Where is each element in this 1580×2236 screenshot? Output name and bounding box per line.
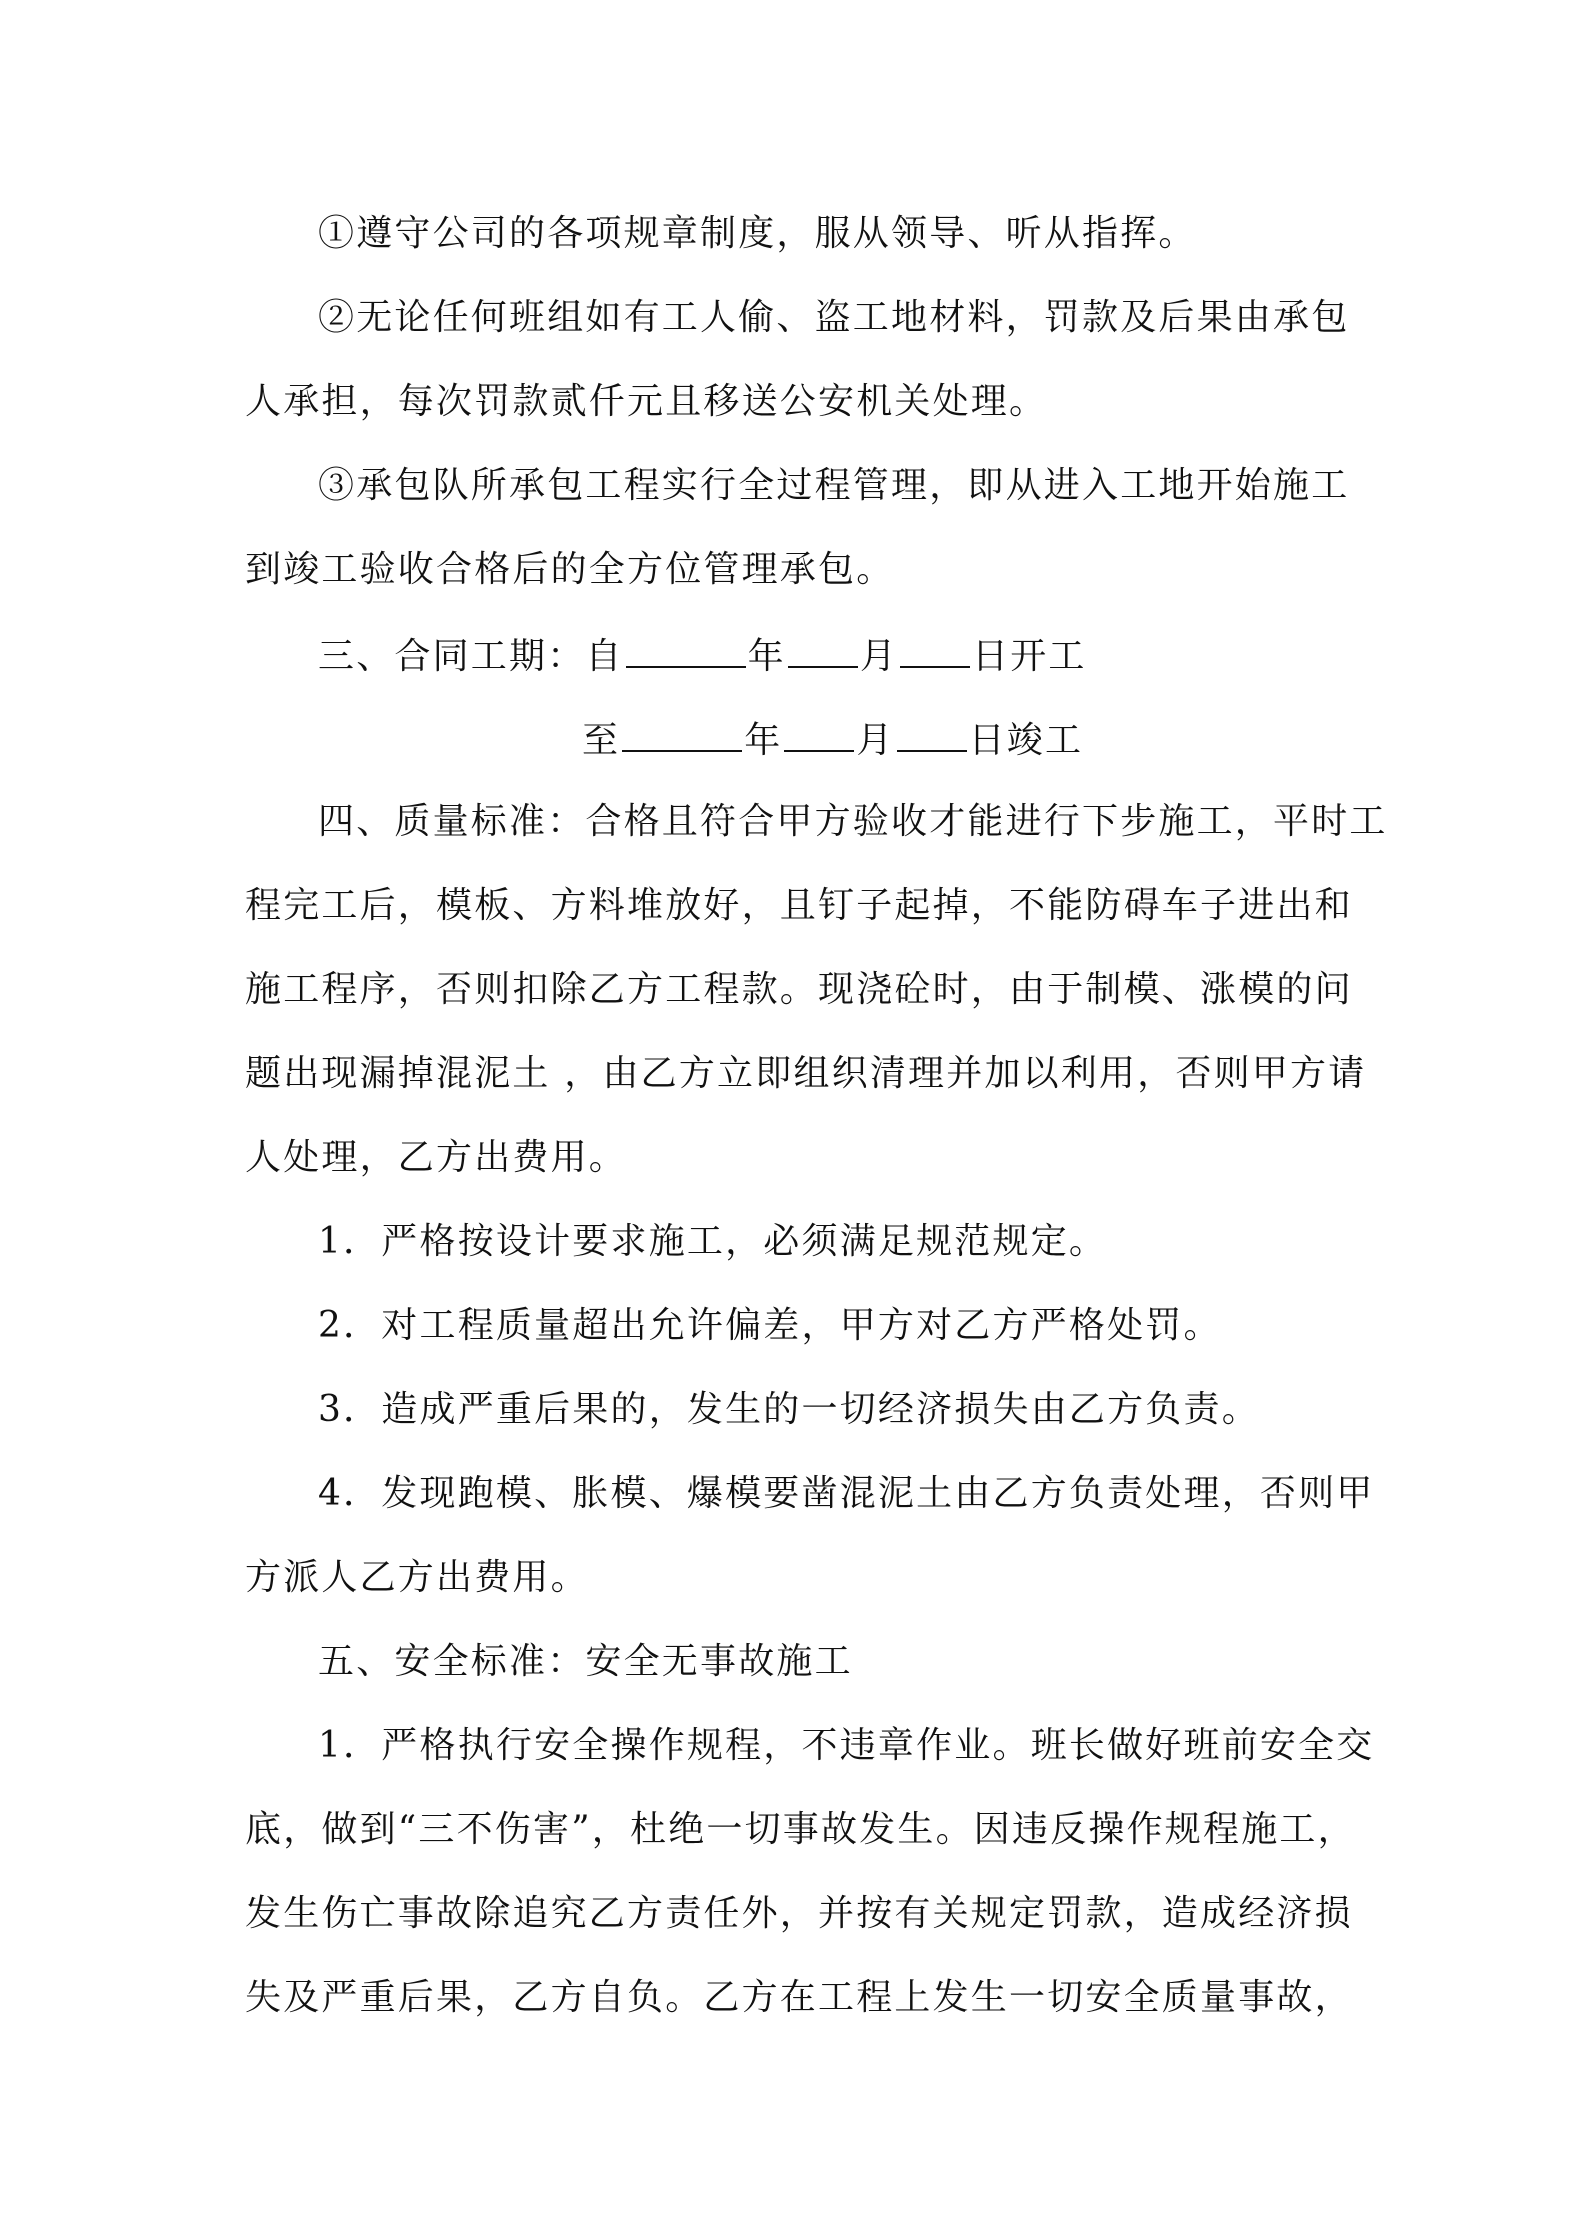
quality-standard-text: 人处理，乙方出费用。	[245, 1137, 628, 1178]
start-label: 日开工	[972, 636, 1087, 677]
month-blank	[784, 716, 854, 752]
safety-standard-heading: 五、安全标准：安全无事故施工	[318, 1641, 853, 1682]
safety-item-1-cont: 发生伤亡事故除追究乙方责任外，并按有关规定罚款，造成经济损	[245, 1893, 1353, 1934]
quality-standard-text: 题出现漏掉混泥土 ，由乙方立即组织清理并加以利用，否则甲方请	[245, 1053, 1367, 1094]
month-label: 月	[859, 636, 899, 677]
rule-2-cont: 人承担，每次罚款贰仟元且移送公安机关处理。	[245, 381, 1048, 422]
quality-item-3: 3．造成严重后果的，发生的一切经济损失由乙方负责。	[318, 1389, 1260, 1430]
year-blank	[626, 632, 746, 668]
quality-item-4: 4．发现跑模、胀模、爆模要凿混泥土由乙方负责处理，否则甲	[318, 1473, 1375, 1514]
quality-item-2: 2．对工程质量超出允许偏差，甲方对乙方严格处罚。	[318, 1305, 1222, 1346]
contract-period-start	[318, 632, 1087, 679]
rule-3-cont: 到竣工验收合格后的全方位管理承包。	[245, 549, 895, 590]
quality-item-4-cont: 方派人乙方出费用。	[245, 1557, 589, 1598]
year-label: 年	[747, 636, 786, 677]
end-label: 日竣工	[968, 720, 1084, 761]
rule-1: ①遵守公司的各项规章制度，服从领导、听从指挥。	[318, 213, 1197, 254]
safety-item-1-cont: 失及严重后果，乙方自负。乙方在工程上发生一切安全质量事故，	[245, 1977, 1353, 2018]
safety-item-1-cont: 底，做到“三不伤害”，杜绝一切事故发生。因违反操作规程施工，	[245, 1809, 1356, 1850]
contract-period-label: 三、合同工期：自	[318, 636, 624, 677]
month-blank	[788, 632, 858, 668]
rule-3: ③承包队所承包工程实行全过程管理，即从进入工地开始施工	[318, 465, 1350, 506]
quality-standard-heading: 四、质量标准：合格且符合甲方验收才能进行下步施工，平时工	[318, 801, 1388, 842]
year-blank	[622, 716, 742, 752]
to-label: 至	[582, 720, 621, 761]
rule-2: ②无论任何班组如有工人偷、盗工地材料，罚款及后果由承包	[318, 297, 1350, 338]
month-label: 月	[856, 720, 895, 761]
year-label: 年	[744, 720, 783, 761]
day-blank	[897, 716, 967, 752]
day-blank	[900, 632, 970, 668]
quality-item-1: 1．严格按设计要求施工，必须满足规范规定。	[318, 1221, 1108, 1262]
contract-period-end	[582, 716, 1083, 763]
quality-standard-text: 施工程序，否则扣除乙方工程款。现浇砼时，由于制模、涨模的问	[245, 969, 1353, 1010]
safety-item-1: 1．严格执行安全操作规程，不违章作业。班长做好班前安全交	[318, 1725, 1375, 1766]
quality-standard-text: 程完工后，模板、方料堆放好，且钉子起掉，不能防碍车子进出和	[245, 885, 1353, 926]
